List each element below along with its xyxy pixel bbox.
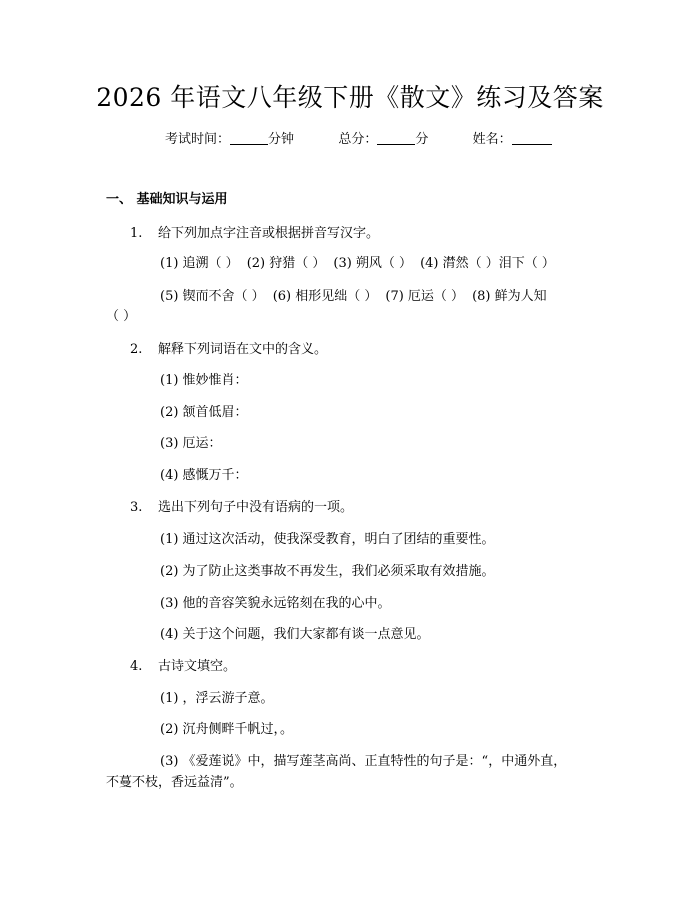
time-unit: 分钟 xyxy=(268,132,295,147)
q2-item: (4) 感慨万千： xyxy=(160,468,248,483)
time-label: 考试时间： xyxy=(165,132,231,147)
q1-option: (7) 厄运（ ） xyxy=(385,289,465,304)
q1-option: (4) 潸然（ ）泪下（ ） xyxy=(420,256,555,271)
question-4 xyxy=(130,657,236,677)
section-heading: 一、 基础知识与运用 xyxy=(106,192,228,207)
q4-item-wrap: 不蔓不枝，香远益清”。 xyxy=(106,775,243,790)
question-1 xyxy=(130,224,379,244)
q1-option: (2) 狩猎（ ） xyxy=(246,256,326,271)
name-blank[interactable] xyxy=(512,130,552,145)
question-number: 4. xyxy=(130,659,143,674)
question-number: 3. xyxy=(130,500,143,515)
q1-option: (3) 朔风（ ） xyxy=(333,256,413,271)
q3-item: (3) 他的音容笑貌永远铭刻在我的心中。 xyxy=(160,596,391,611)
score-blank[interactable] xyxy=(377,130,415,145)
q1-option-wrap: （ ） xyxy=(106,309,137,324)
question-number: 2. xyxy=(130,342,143,357)
q1-option: (6) 相形见绌（ ） xyxy=(272,289,378,304)
score-unit: 分 xyxy=(415,132,429,147)
q1-options-row-2 xyxy=(160,287,555,307)
q1-option: (8) 鲜为人知 xyxy=(472,289,547,304)
question-3 xyxy=(130,498,353,518)
exam-info xyxy=(165,130,552,150)
q2-item: (1) 惟妙惟肖： xyxy=(160,373,248,388)
page-title: 2026 年语文八年级下册《散文》练习及答案 xyxy=(96,83,604,112)
question-2 xyxy=(130,340,327,360)
q1-option: (5) 锲而不舍（ ） xyxy=(160,289,265,304)
q1-option: (1) 追溯（ ） xyxy=(160,256,239,271)
q3-item: (2) 为了防止这类事故不再发生，我们必须采取有效措施。 xyxy=(160,564,495,579)
question-text: 古诗文填空。 xyxy=(158,659,237,674)
q4-item: (3) 《爱莲说》中，描写莲茎高尚、正直特性的句子是：“，中通外直， xyxy=(160,754,567,769)
q3-item: (4) 关于这个问题，我们大家都有谈一点意见。 xyxy=(160,627,430,642)
q4-item: (2) 沉舟侧畔千帆过，。 xyxy=(160,722,294,737)
q1-options-row-1 xyxy=(160,254,563,274)
question-text: 给下列加点字注音或根据拼音写汉字。 xyxy=(158,226,380,241)
question-number: 1. xyxy=(130,226,143,241)
q2-item: (2) 颔首低眉： xyxy=(160,405,248,420)
q4-item: (1) ，浮云游子意。 xyxy=(160,691,274,706)
score-label: 总分： xyxy=(338,132,378,147)
question-text: 选出下列句子中没有语病的一项。 xyxy=(158,500,354,515)
time-blank[interactable] xyxy=(230,130,268,145)
q3-item: (1) 通过这次活动，使我深受教育，明白了团结的重要性。 xyxy=(160,532,495,547)
name-label: 姓名： xyxy=(472,132,512,147)
q2-item: (3) 厄运： xyxy=(160,436,222,451)
question-text: 解释下列词语在文中的含义。 xyxy=(158,342,328,357)
